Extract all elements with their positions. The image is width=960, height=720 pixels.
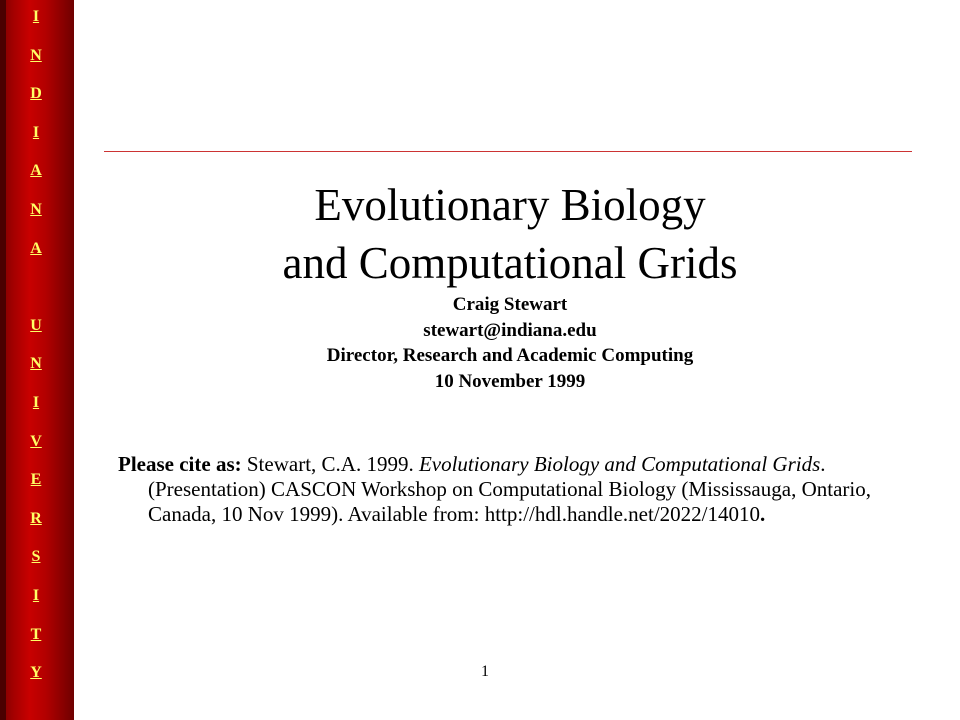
sidebar-letter: A: [30, 162, 42, 180]
author-email: stewart@indiana.edu: [423, 319, 597, 341]
sidebar-letter: U: [30, 316, 42, 334]
header-rule: [104, 151, 912, 152]
citation-paragraph: [118, 452, 908, 527]
citation-details: . (Presentation) CASCON Workshop on Computational Biology (Mississauga, Ontario, Canada, 10 Nov 1999). Available from: http://hdl.handle.net/2022/14010: [148, 452, 871, 526]
citation-authors: Stewart, C.A. 1999.: [241, 452, 419, 476]
sidebar-letter: N: [30, 355, 42, 373]
sidebar-letter: S: [31, 548, 41, 566]
author-name: Craig Stewart: [452, 294, 568, 315]
sidebar-letter: E: [30, 471, 42, 489]
presenter-info: [100, 292, 920, 394]
sidebar-letter: I: [32, 123, 40, 141]
title-line-1: Evolutionary Biology: [314, 180, 706, 230]
sidebar-letter: I: [32, 586, 40, 604]
sidebar-letter: T: [30, 625, 42, 643]
citation-label: Please cite as:: [118, 452, 242, 476]
sidebar-letter: A: [30, 239, 42, 257]
sidebar-letter: I: [32, 8, 40, 25]
page-number: 1: [481, 663, 489, 680]
indiana-university-sidebar: [0, 0, 74, 720]
slide-title: [100, 176, 920, 292]
sidebar-letter-space: [26, 278, 46, 317]
sidebar-letter: R: [30, 509, 42, 527]
citation-work-title: Evolutionary Biology and Computational Grids: [418, 452, 821, 476]
sidebar-letter: Y: [30, 664, 42, 682]
sidebar-letters: [26, 8, 46, 703]
sidebar-letter: N: [30, 46, 42, 64]
sidebar-edge: [0, 0, 6, 720]
author-position: Director, Research and Academic Computing: [326, 345, 694, 366]
citation-end: .: [760, 502, 766, 526]
sidebar-letter: V: [30, 432, 42, 450]
sidebar-letter: N: [30, 200, 42, 218]
title-line-2: and Computational Grids: [282, 238, 738, 288]
sidebar-letter: D: [30, 85, 42, 103]
presentation-date: 10 November 1999: [434, 370, 586, 392]
sidebar-letter: I: [32, 393, 40, 411]
